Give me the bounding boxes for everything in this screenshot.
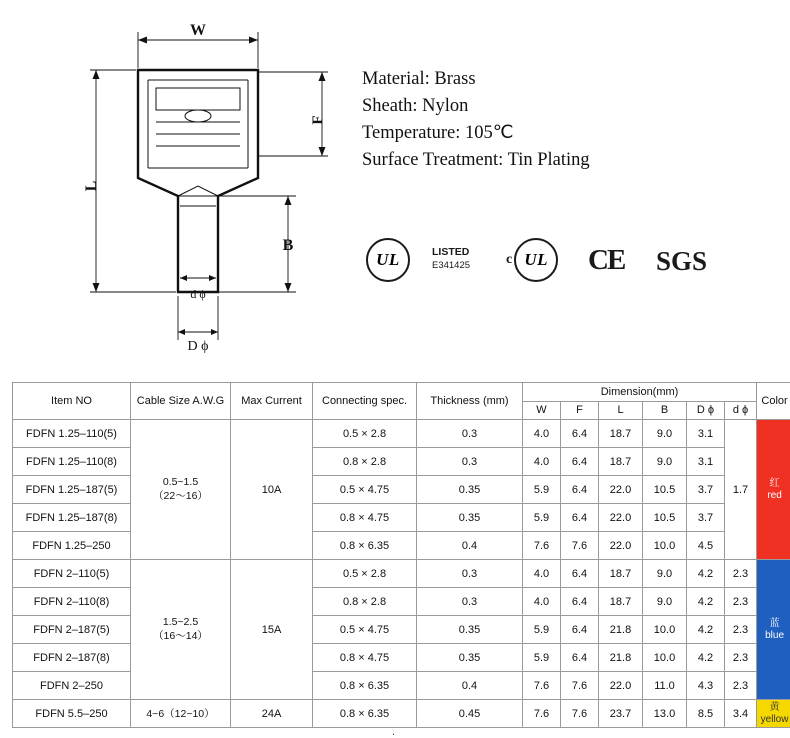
cul-prefix-label: c <box>506 252 512 268</box>
th-dim-f: F <box>561 401 599 420</box>
cell-dim-d-big: 4.5 <box>687 532 725 560</box>
svg-text:D ϕ: D ϕ <box>188 339 209 354</box>
cell-dim-b: 10.0 <box>643 644 687 672</box>
cell-dim-d-big: 4.2 <box>687 644 725 672</box>
cell-cable-size <box>131 420 231 560</box>
cell-dim-l: 22.0 <box>599 504 643 532</box>
color-name-cn: 蓝 <box>757 618 790 630</box>
cell-dim-d-small: 2.3 <box>725 588 757 616</box>
cell-dim-w: 7.6 <box>523 672 561 700</box>
cell-connecting-spec: 0.8 × 4.75 <box>313 644 417 672</box>
cell-dim-l: 18.7 <box>599 560 643 588</box>
cell-dim-b: 10.5 <box>643 504 687 532</box>
cell-dim-d-big: 3.1 <box>687 448 725 476</box>
cell-thickness: 0.3 <box>417 420 523 448</box>
table-row <box>13 644 790 672</box>
table-row <box>13 588 790 616</box>
cell-thickness: 0.35 <box>417 644 523 672</box>
cell-dim-w: 7.6 <box>523 532 561 560</box>
cell-item-no: FDFN 2–187(5) <box>13 616 131 644</box>
color-name-cn: 黄 <box>757 702 790 714</box>
cell-dim-d-small: 1.7 <box>725 420 757 560</box>
cell-dim-b: 9.0 <box>643 448 687 476</box>
cell-color <box>757 420 790 560</box>
certification-row <box>366 232 786 292</box>
cell-dim-f: 6.4 <box>561 476 599 504</box>
cell-dim-f: 6.4 <box>561 420 599 448</box>
cell-dim-d-big: 4.3 <box>687 672 725 700</box>
cell-connecting-spec: 0.8 × 2.8 <box>313 448 417 476</box>
cell-connecting-spec: 0.8 × 6.35 <box>313 700 417 728</box>
cable-size-awg: （16～14） <box>131 628 230 643</box>
cell-dim-f: 6.4 <box>561 504 599 532</box>
cell-item-no: FDFN 2–250 <box>13 672 131 700</box>
sgs-mark-label: SGS <box>656 246 707 276</box>
cell-thickness: 0.35 <box>417 504 523 532</box>
cell-dim-l: 18.7 <box>599 420 643 448</box>
cell-dim-b: 11.0 <box>643 672 687 700</box>
ul-listed-text <box>432 246 470 272</box>
cell-dim-f: 6.4 <box>561 644 599 672</box>
cell-thickness: 0.45 <box>417 700 523 728</box>
cell-item-no: FDFN 5.5–250 <box>13 700 131 728</box>
th-max-current: Max Current <box>231 383 313 420</box>
cell-dim-w: 4.0 <box>523 560 561 588</box>
cell-dim-d-big: 8.5 <box>687 700 725 728</box>
cell-dim-d-small: 2.3 <box>725 644 757 672</box>
cell-dim-l: 21.8 <box>599 644 643 672</box>
spec-line-temperature: Temperature: 105℃ <box>362 120 782 147</box>
cell-max-current: 24A <box>231 700 313 728</box>
cell-thickness: 0.35 <box>417 616 523 644</box>
cell-dim-b: 10.0 <box>643 532 687 560</box>
cell-dim-b: 9.0 <box>643 560 687 588</box>
cell-connecting-spec: 0.5 × 2.8 <box>313 420 417 448</box>
ul-mark-label: UL <box>368 250 408 270</box>
cell-dim-f: 6.4 <box>561 560 599 588</box>
cell-connecting-spec: 0.8 × 2.8 <box>313 588 417 616</box>
table-row <box>13 420 790 448</box>
cell-dim-d-big: 3.7 <box>687 504 725 532</box>
technical-drawing <box>60 10 360 360</box>
ce-icon <box>588 244 624 277</box>
cell-item-no: FDFN 2–187(8) <box>13 644 131 672</box>
table-row <box>13 448 790 476</box>
cell-dim-d-big: 3.7 <box>687 476 725 504</box>
table-row <box>13 616 790 644</box>
cell-dim-w: 5.9 <box>523 616 561 644</box>
ce-mark-label: CE <box>588 244 624 276</box>
th-cable-size: Cable Size A.W.G <box>131 383 231 420</box>
spec-text-block <box>362 66 782 174</box>
cable-size-range: 0.5~1.5 <box>131 476 230 488</box>
cell-cable-size <box>131 560 231 700</box>
cell-thickness: 0.3 <box>417 588 523 616</box>
cell-dim-w: 5.9 <box>523 644 561 672</box>
th-color: Color <box>757 383 790 420</box>
cell-dim-w: 7.6 <box>523 700 561 728</box>
cell-dim-f: 7.6 <box>561 672 599 700</box>
cell-dim-l: 22.0 <box>599 532 643 560</box>
cell-dim-l: 18.7 <box>599 588 643 616</box>
cell-dim-f: 7.6 <box>561 532 599 560</box>
table-row <box>13 476 790 504</box>
cell-dim-b: 10.5 <box>643 476 687 504</box>
th-dim-d-small: d ϕ <box>725 401 757 420</box>
cell-connecting-spec: 0.5 × 4.75 <box>313 616 417 644</box>
cell-connecting-spec: 0.8 × 6.35 <box>313 672 417 700</box>
cell-dim-f: 7.6 <box>561 700 599 728</box>
th-item-no: Item NO <box>13 383 131 420</box>
table-row <box>13 532 790 560</box>
cell-dim-l: 23.7 <box>599 700 643 728</box>
spec-line-sheath: Sheath: Nylon <box>362 93 782 120</box>
ul-icon <box>366 238 410 282</box>
cell-connecting-spec: 0.5 × 4.75 <box>313 476 417 504</box>
cell-dim-d-big: 4.2 <box>687 588 725 616</box>
cell-thickness: 0.4 <box>417 532 523 560</box>
cell-item-no: FDFN 2–110(8) <box>13 588 131 616</box>
cell-item-no: FDFN 1.25–250 <box>13 532 131 560</box>
specification-table <box>12 382 790 728</box>
ul-listed-label: LISTED <box>432 246 470 259</box>
ul-listed-file-number: E341425 <box>432 259 470 272</box>
cell-dim-b: 9.0 <box>643 588 687 616</box>
page-footer-dot: . <box>392 726 395 738</box>
cell-max-current: 10A <box>231 420 313 560</box>
color-name-en: blue <box>757 630 790 642</box>
cell-thickness: 0.3 <box>417 448 523 476</box>
cell-color <box>757 700 790 728</box>
th-dim-d-big: D ϕ <box>687 401 725 420</box>
cell-dim-f: 6.4 <box>561 588 599 616</box>
cell-dim-l: 18.7 <box>599 448 643 476</box>
cell-color <box>757 560 790 700</box>
th-dimension: Dimension(mm) <box>523 383 757 402</box>
color-name-en: red <box>757 490 790 502</box>
cell-dim-f: 6.4 <box>561 448 599 476</box>
cable-size-range: 1.5~2.5 <box>131 616 230 628</box>
sgs-icon <box>656 246 707 277</box>
cell-item-no: FDFN 1.25–110(5) <box>13 420 131 448</box>
cell-dim-b: 13.0 <box>643 700 687 728</box>
cell-dim-d-small: 3.4 <box>725 700 757 728</box>
svg-text:d ϕ: d ϕ <box>190 287 205 301</box>
cell-dim-d-small: 2.3 <box>725 672 757 700</box>
table-row <box>13 504 790 532</box>
cell-dim-d-big: 4.2 <box>687 560 725 588</box>
th-dim-b: B <box>643 401 687 420</box>
svg-text:B: B <box>283 237 294 254</box>
cell-thickness: 0.35 <box>417 476 523 504</box>
table-row <box>13 672 790 700</box>
spec-line-material: Material: Brass <box>362 66 782 93</box>
color-name-cn: 红 <box>757 478 790 490</box>
cell-dim-f: 6.4 <box>561 616 599 644</box>
cell-item-no: FDFN 1.25–110(8) <box>13 448 131 476</box>
th-dim-w: W <box>523 401 561 420</box>
cell-cable-size <box>131 700 231 728</box>
spec-line-surface-treatment: Surface Treatment: Tin Plating <box>362 147 782 174</box>
cell-dim-b: 9.0 <box>643 420 687 448</box>
cell-thickness: 0.4 <box>417 672 523 700</box>
cell-connecting-spec: 0.8 × 4.75 <box>313 504 417 532</box>
th-dim-l: L <box>599 401 643 420</box>
cell-dim-w: 4.0 <box>523 588 561 616</box>
cell-dim-d-small: 2.3 <box>725 616 757 644</box>
svg-text:L: L <box>83 181 100 192</box>
cul-icon <box>506 238 558 282</box>
cable-size-range: 4~6（12~10） <box>131 706 230 721</box>
cell-dim-w: 5.9 <box>523 504 561 532</box>
table-row <box>13 700 790 728</box>
cell-dim-w: 5.9 <box>523 476 561 504</box>
cell-item-no: FDFN 2–110(5) <box>13 560 131 588</box>
cable-size-awg: （22～16） <box>131 488 230 503</box>
cell-max-current: 15A <box>231 560 313 700</box>
cell-dim-l: 21.8 <box>599 616 643 644</box>
cell-dim-w: 4.0 <box>523 448 561 476</box>
cell-connecting-spec: 0.5 × 2.8 <box>313 560 417 588</box>
svg-text:W: W <box>190 22 206 39</box>
cell-item-no: FDFN 1.25–187(8) <box>13 504 131 532</box>
cell-dim-l: 22.0 <box>599 672 643 700</box>
cell-dim-d-small: 2.3 <box>725 560 757 588</box>
color-name-en: yellow <box>757 714 790 726</box>
cell-connecting-spec: 0.8 × 6.35 <box>313 532 417 560</box>
cell-dim-d-big: 3.1 <box>687 420 725 448</box>
cell-thickness: 0.3 <box>417 560 523 588</box>
cell-dim-b: 10.0 <box>643 616 687 644</box>
svg-text:F: F <box>310 115 326 124</box>
cell-item-no: FDFN 1.25–187(5) <box>13 476 131 504</box>
cul-mark-label: UL <box>516 250 556 270</box>
th-thickness: Thickness (mm) <box>417 383 523 420</box>
cell-dim-l: 22.0 <box>599 476 643 504</box>
th-connecting-spec: Connecting spec. <box>313 383 417 420</box>
cell-dim-w: 4.0 <box>523 420 561 448</box>
table-row <box>13 560 790 588</box>
cell-dim-d-big: 4.2 <box>687 616 725 644</box>
